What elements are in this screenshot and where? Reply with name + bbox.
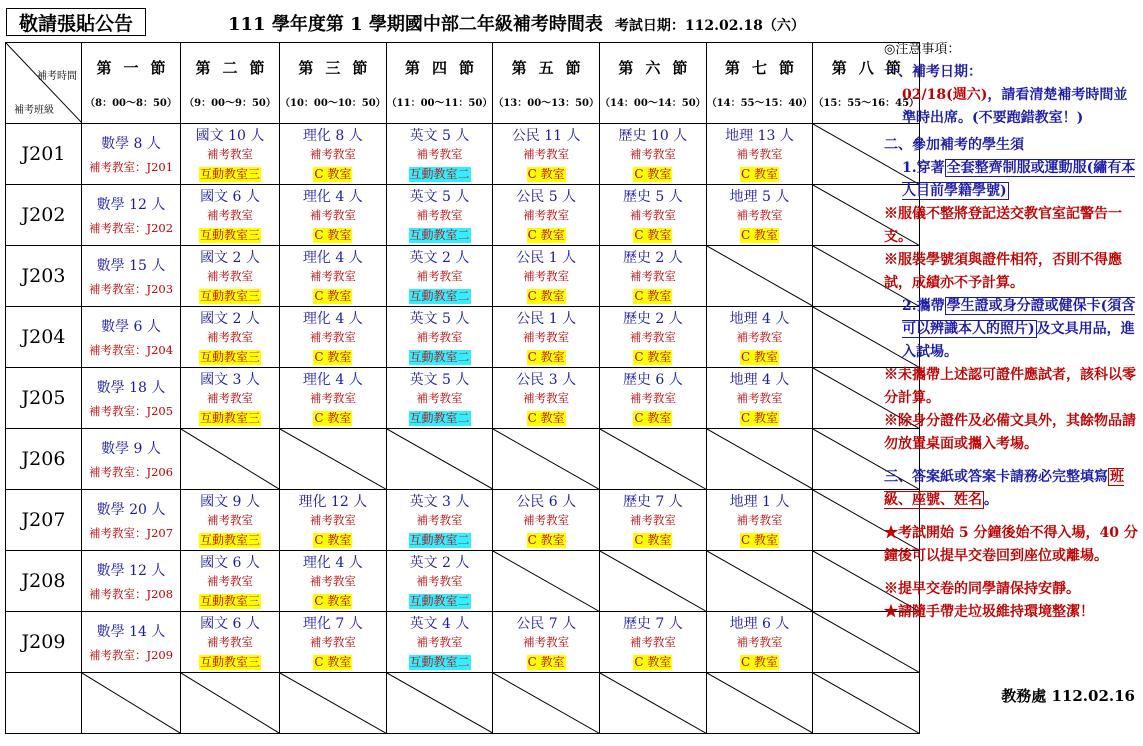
exam-cell <box>600 368 707 429</box>
empty-slot <box>600 429 707 490</box>
subject-count: 數學 18 人 <box>96 380 166 396</box>
room-label: 補考教室 <box>523 207 570 222</box>
subject-count: 國文 6 人 <box>200 554 260 571</box>
room-label: 補考教室：J203 <box>88 282 174 296</box>
subject-count: 公民 1 人 <box>516 249 577 266</box>
exam-cell <box>493 490 600 551</box>
subject-count: 理化 4 人 <box>302 188 363 205</box>
math-cell <box>82 368 181 429</box>
room-badge: 互動教室二 <box>409 532 470 547</box>
room-badge: 互動教室三 <box>199 593 260 608</box>
room-label: 補考教室 <box>309 329 356 344</box>
room-badge: C 教室 <box>527 288 565 303</box>
empty-slot <box>181 429 280 490</box>
room-label: 補考教室：J208 <box>88 587 174 601</box>
subject-count: 公民 5 人 <box>516 188 577 205</box>
room-badge: C 教室 <box>741 532 779 547</box>
math-cell <box>82 429 181 490</box>
notes-s2-warn4: ※除身分證件及必備文具外，其餘物品請勿放置桌面或攜入考場。 <box>884 413 1136 452</box>
signoff: 教務處 112.02.16 <box>1001 687 1135 705</box>
class-cell: J202 <box>6 185 82 246</box>
room-label: 補考教室 <box>309 512 356 527</box>
exam-cell <box>386 551 493 612</box>
period-name: 第六節 <box>618 59 700 77</box>
subject-count: 英文 5 人 <box>409 127 470 144</box>
room-badge: C 教室 <box>741 166 779 181</box>
exam-cell <box>280 307 387 368</box>
math-cell <box>82 246 181 307</box>
empty-slot <box>706 246 813 307</box>
room-label: 補考教室 <box>629 634 676 649</box>
room-badge: 互動教室二 <box>409 227 470 242</box>
empty-slot <box>706 429 813 490</box>
table-row <box>6 185 920 246</box>
room-badge: C 教室 <box>314 288 352 303</box>
period-name: 第三節 <box>298 59 380 77</box>
room-badge: 互動教室三 <box>199 166 260 181</box>
period-time: （15：55～16：45） <box>813 98 920 109</box>
room-label: 補考教室 <box>629 268 676 283</box>
subject-count: 公民 11 人 <box>511 127 581 144</box>
subject-count: 歷史 2 人 <box>622 249 683 266</box>
exam-cell <box>706 307 813 368</box>
exam-cell <box>706 612 813 673</box>
corner-time-label: 補考時間 <box>37 71 77 82</box>
subject-count: 英文 2 人 <box>409 249 470 266</box>
subject-count: 公民 7 人 <box>516 615 577 632</box>
empty-slot <box>813 673 920 734</box>
subject-count: 數學 14 人 <box>96 624 166 640</box>
exam-cell <box>181 246 280 307</box>
exam-cell <box>181 307 280 368</box>
subject-count: 地理 6 人 <box>729 615 790 632</box>
empty-slot <box>706 551 813 612</box>
room-label: 補考教室 <box>736 329 783 344</box>
subject-count: 國文 6 人 <box>200 188 260 205</box>
exam-cell <box>493 307 600 368</box>
notes-heading: ◎注意事項： <box>884 42 961 57</box>
room-label: 補考教室 <box>416 634 463 649</box>
room-badge: 互動教室三 <box>199 654 260 669</box>
table-row <box>6 307 920 368</box>
notes-s2-warn1: ※服儀不整將登記送交教官室記警告一支。 <box>884 206 1122 245</box>
room-badge: 互動教室二 <box>409 166 470 181</box>
empty-slot <box>280 429 387 490</box>
subject-count: 數學 20 人 <box>96 502 166 518</box>
subject-count: 地理 4 人 <box>729 310 790 327</box>
subject-count: 理化 4 人 <box>302 371 363 388</box>
period-header-7 <box>706 43 813 124</box>
exam-cell <box>493 368 600 429</box>
period-name: 第七節 <box>725 59 807 77</box>
subject-count: 國文 3 人 <box>200 371 260 388</box>
room-badge: C 教室 <box>527 349 565 364</box>
table-row <box>6 673 920 734</box>
subject-count: 理化 8 人 <box>302 127 363 144</box>
subject-count: 國文 2 人 <box>200 310 260 327</box>
room-label: 補考教室 <box>309 268 356 283</box>
empty-slot <box>82 673 181 734</box>
empty-slot <box>706 673 813 734</box>
notes-star2: ★請隨手帶走垃圾維持環境整潔！ <box>884 604 1094 620</box>
room-label: 補考教室 <box>629 329 676 344</box>
room-label: 補考教室 <box>309 573 356 588</box>
class-cell <box>6 673 82 734</box>
exam-cell <box>181 368 280 429</box>
subject-count: 理化 4 人 <box>302 249 363 266</box>
room-badge: C 教室 <box>314 532 352 547</box>
room-badge: 互動教室三 <box>199 349 260 364</box>
notes-s2-item2: 2.攜帶 學生證或身分證或健保卡(須含可以辨識本人的照片) 及文具用品，進入試場。 <box>902 298 1136 360</box>
room-badge: C 教室 <box>634 166 672 181</box>
room-label: 補考教室 <box>736 146 783 161</box>
period-time: （8：00～8：50） <box>85 98 177 109</box>
room-label: 補考教室 <box>523 268 570 283</box>
room-label: 補考教室 <box>523 146 570 161</box>
subject-count: 歷史 5 人 <box>622 188 683 205</box>
empty-slot <box>493 551 600 612</box>
room-badge: C 教室 <box>527 166 565 181</box>
room-badge: C 教室 <box>314 166 352 181</box>
room-label: 補考教室 <box>416 390 463 405</box>
room-badge: C 教室 <box>634 227 672 242</box>
class-cell: J205 <box>6 368 82 429</box>
table-row <box>6 246 920 307</box>
room-badge: C 教室 <box>634 654 672 669</box>
schedule-table <box>5 42 920 734</box>
room-badge: C 教室 <box>314 349 352 364</box>
period-name: 第一節 <box>96 59 178 77</box>
exam-cell <box>386 124 493 185</box>
room-label: 補考教室 <box>207 634 253 649</box>
exam-cell <box>386 307 493 368</box>
exam-cell <box>181 551 280 612</box>
subject-count: 數學 15 人 <box>96 258 166 274</box>
room-badge: C 教室 <box>527 227 565 242</box>
room-label: 補考教室 <box>736 634 783 649</box>
table-row <box>6 429 920 490</box>
empty-slot <box>600 673 707 734</box>
class-cell: J209 <box>6 612 82 673</box>
period-time: （10：00～10：50） <box>280 98 386 109</box>
room-label: 補考教室 <box>416 268 463 283</box>
room-label: 補考教室 <box>736 512 783 527</box>
math-cell <box>82 307 181 368</box>
subject-count: 理化 7 人 <box>302 615 363 632</box>
period-time: （14：55～15：40） <box>706 98 813 109</box>
subject-count: 數學 6 人 <box>101 319 161 335</box>
class-cell: J201 <box>6 124 82 185</box>
room-label: 補考教室：J209 <box>88 648 174 662</box>
exam-cell <box>181 124 280 185</box>
room-label: 補考教室：J201 <box>88 160 174 174</box>
period-header-6 <box>600 43 707 124</box>
room-badge: C 教室 <box>634 410 672 425</box>
subject-count: 數學 12 人 <box>96 197 166 213</box>
room-badge: C 教室 <box>741 227 779 242</box>
room-label: 補考教室 <box>309 207 356 222</box>
subject-count: 歷史 10 人 <box>618 127 688 144</box>
period-name: 第五節 <box>511 59 593 77</box>
room-label: 補考教室 <box>416 207 463 222</box>
room-badge: C 教室 <box>527 532 565 547</box>
room-label: 補考教室 <box>309 146 356 161</box>
empty-slot <box>386 673 493 734</box>
exam-cell <box>600 185 707 246</box>
exam-cell <box>493 185 600 246</box>
room-label: 補考教室：J204 <box>88 343 174 357</box>
subject-count: 英文 4 人 <box>409 615 470 632</box>
room-label: 補考教室 <box>207 390 253 405</box>
room-label: 補考教室 <box>207 146 253 161</box>
room-badge: 互動教室二 <box>409 349 470 364</box>
subject-count: 地理 1 人 <box>729 493 790 510</box>
exam-cell <box>280 490 387 551</box>
table-row <box>6 612 920 673</box>
exam-cell <box>600 307 707 368</box>
exam-cell <box>386 246 493 307</box>
room-label: 補考教室 <box>207 268 253 283</box>
notes-s2-warn3: ※未攜帶上述認可證件應試者，該科以零分計算。 <box>884 367 1136 406</box>
subject-count: 國文 10 人 <box>195 127 265 144</box>
subject-count: 英文 3 人 <box>409 493 470 510</box>
period-header-5 <box>493 43 600 124</box>
period-header-1 <box>82 43 181 124</box>
notes-s2-item1: 1.穿著 全套整齊制服或運動服(繡有本人目前學籍學號) <box>902 160 1136 199</box>
period-name: 第四節 <box>405 59 487 77</box>
room-badge: C 教室 <box>527 410 565 425</box>
exam-cell <box>280 368 387 429</box>
period-name: 第八節 <box>831 59 913 77</box>
room-badge: C 教室 <box>314 654 352 669</box>
math-cell <box>82 551 181 612</box>
class-cell: J207 <box>6 490 82 551</box>
exam-cell <box>386 185 493 246</box>
room-label: 補考教室：J202 <box>88 221 174 235</box>
room-label: 補考教室 <box>736 390 783 405</box>
room-badge: 互動教室二 <box>409 593 470 608</box>
exam-cell <box>280 185 387 246</box>
room-label: 補考教室 <box>416 512 463 527</box>
room-label: 補考教室 <box>416 573 463 588</box>
room-badge: C 教室 <box>741 410 779 425</box>
room-label: 補考教室 <box>629 390 676 405</box>
subject-count: 數學 8 人 <box>101 136 161 152</box>
empty-slot <box>493 429 600 490</box>
exam-cell <box>706 368 813 429</box>
subject-count: 英文 5 人 <box>409 188 470 205</box>
exam-cell <box>280 612 387 673</box>
room-label: 補考教室 <box>629 512 676 527</box>
table-row <box>6 551 920 612</box>
room-label: 補考教室：J207 <box>88 526 174 540</box>
subject-count: 理化 12 人 <box>298 493 368 510</box>
subject-count: 公民 6 人 <box>516 493 577 510</box>
corner-class-label: 補考班級 <box>14 105 54 116</box>
room-label: 補考教室 <box>207 573 253 588</box>
exam-cell <box>493 612 600 673</box>
subject-count: 英文 5 人 <box>409 371 470 388</box>
math-cell <box>82 124 181 185</box>
room-badge: 互動教室三 <box>199 288 260 303</box>
room-badge: 互動教室二 <box>409 410 470 425</box>
subject-count: 英文 2 人 <box>409 554 470 571</box>
period-header-3 <box>280 43 387 124</box>
class-cell: J204 <box>6 307 82 368</box>
subject-count: 數學 12 人 <box>96 563 166 579</box>
room-badge: C 教室 <box>741 654 779 669</box>
exam-cell <box>181 490 280 551</box>
table-row <box>6 368 920 429</box>
notes-s1-title: 一、補考日期： <box>884 64 982 80</box>
room-label: 補考教室 <box>309 634 356 649</box>
room-badge: 互動教室三 <box>199 532 260 547</box>
subject-count: 地理 5 人 <box>729 188 790 205</box>
room-badge: 互動教室三 <box>199 227 260 242</box>
room-badge: C 教室 <box>527 654 565 669</box>
subject-count: 理化 4 人 <box>302 554 363 571</box>
room-label: 補考教室 <box>309 390 356 405</box>
exam-cell <box>181 612 280 673</box>
exam-cell <box>706 124 813 185</box>
room-label: 補考教室 <box>523 329 570 344</box>
math-cell <box>82 612 181 673</box>
exam-date: 考試日期：112.02.18（六） <box>614 18 805 34</box>
subject-count: 歷史 2 人 <box>622 310 683 327</box>
period-time: （13：00～13：50） <box>493 98 600 109</box>
subject-count: 歷史 7 人 <box>622 615 683 632</box>
room-label: 補考教室 <box>207 512 253 527</box>
room-label: 補考教室 <box>523 512 570 527</box>
subject-count: 地理 13 人 <box>725 127 794 144</box>
corner-header-cell <box>6 43 82 124</box>
subject-count: 歷史 6 人 <box>622 371 683 388</box>
exam-cell <box>600 246 707 307</box>
math-cell <box>82 490 181 551</box>
room-label: 補考教室 <box>523 634 570 649</box>
exam-cell <box>493 124 600 185</box>
empty-slot <box>181 673 280 734</box>
class-cell: J203 <box>6 246 82 307</box>
room-badge: C 教室 <box>634 349 672 364</box>
table-row <box>6 124 920 185</box>
period-time: （14：00～14：50） <box>600 98 706 109</box>
room-badge: C 教室 <box>314 593 352 608</box>
empty-slot <box>280 673 387 734</box>
room-badge: 互動教室三 <box>199 410 260 425</box>
period-time: （9：00～9：50） <box>184 98 276 109</box>
subject-count: 公民 3 人 <box>516 371 577 388</box>
exam-cell <box>280 124 387 185</box>
exam-cell <box>600 490 707 551</box>
period-header-2 <box>181 43 280 124</box>
class-cell: J206 <box>6 429 82 490</box>
exam-cell <box>706 490 813 551</box>
exam-cell <box>493 246 600 307</box>
period-time: （11：00～11：50） <box>386 98 493 109</box>
exam-cell <box>181 185 280 246</box>
subject-count: 數學 9 人 <box>101 441 161 457</box>
notes-quiet: ※提早交卷的同學請保持安靜。 <box>884 581 1080 597</box>
room-label: 補考教室 <box>207 329 253 344</box>
exam-cell <box>280 551 387 612</box>
math-cell <box>82 185 181 246</box>
page-title <box>228 10 805 36</box>
title-text: 111 學年度第 1 學期國中部二年級補考時間表 <box>228 14 603 35</box>
room-badge: 互動教室二 <box>409 288 470 303</box>
subject-count: 歷史 7 人 <box>622 493 683 510</box>
exam-cell <box>600 124 707 185</box>
room-label: 補考教室 <box>523 390 570 405</box>
room-label: 補考教室 <box>207 207 253 222</box>
table-row <box>6 490 920 551</box>
exam-cell <box>386 490 493 551</box>
notes-s2-warn2: ※服裝學號須與證件相符，否則不得應試，成績亦不予計算。 <box>884 252 1122 291</box>
room-label: 補考教室：J205 <box>88 404 174 418</box>
post-notice-label: 敬請張貼公告 <box>6 8 146 36</box>
empty-slot <box>493 673 600 734</box>
room-label: 補考教室 <box>416 329 463 344</box>
exam-cell <box>600 612 707 673</box>
room-label: 補考教室 <box>629 207 676 222</box>
subject-count: 國文 9 人 <box>200 493 260 510</box>
empty-slot <box>600 551 707 612</box>
room-label: 補考教室 <box>736 207 783 222</box>
subject-count: 英文 5 人 <box>409 310 470 327</box>
notes-s3: 三、答案紙或答案卡請務必完整填寫 班級、座號、姓名 。 <box>884 469 1124 508</box>
period-name: 第二節 <box>195 59 277 77</box>
subject-count: 國文 2 人 <box>200 249 260 266</box>
exam-cell <box>386 368 493 429</box>
room-badge: 互動教室二 <box>409 654 470 669</box>
room-label: 補考教室：J206 <box>88 465 174 479</box>
notes-s1-body: 02/18(週六)，請看清楚補考時間並準時出席。(不要跑錯教室！) <box>902 87 1128 126</box>
exam-cell <box>280 246 387 307</box>
subject-count: 公民 1 人 <box>516 310 577 327</box>
room-badge: C 教室 <box>314 227 352 242</box>
room-badge: C 教室 <box>741 349 779 364</box>
class-cell: J208 <box>6 551 82 612</box>
subject-count: 理化 4 人 <box>302 310 363 327</box>
room-label: 補考教室 <box>416 146 463 161</box>
room-label: 補考教室 <box>629 146 676 161</box>
exam-cell <box>706 185 813 246</box>
room-badge: C 教室 <box>314 410 352 425</box>
period-header-4 <box>386 43 493 124</box>
room-badge: C 教室 <box>634 532 672 547</box>
notes-panel <box>884 38 1140 624</box>
exam-cell <box>386 612 493 673</box>
room-badge: C 教室 <box>634 288 672 303</box>
empty-slot <box>386 429 493 490</box>
notes-s2-title: 二、參加補考的學生須 <box>884 137 1024 153</box>
subject-count: 國文 6 人 <box>200 615 260 632</box>
subject-count: 地理 4 人 <box>729 371 790 388</box>
notes-star1: ★考試開始 5 分鐘後始不得入場，40 分鐘後可以提早交卷回到座位或離場。 <box>884 525 1138 564</box>
